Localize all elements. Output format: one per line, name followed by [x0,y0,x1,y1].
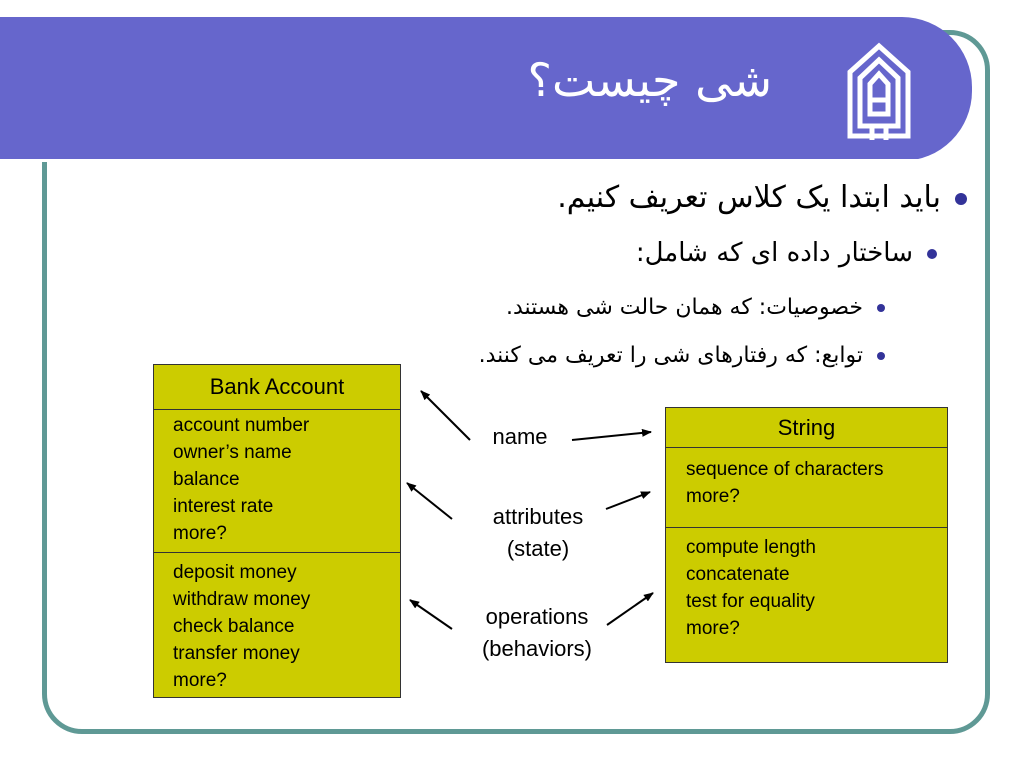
operation-item: deposit money [173,562,297,583]
bullet-text: باید ابتدا یک کلاس تعریف کنیم. [557,180,941,215]
attribute-item: interest rate [173,496,274,517]
bullet-text: توابع: که رفتارهای شی را تعریف می کنند. [478,343,863,368]
arrow-name-to-string [572,432,651,440]
name-label-text: name [492,424,548,449]
attribute-item: more? [686,486,740,507]
attributes-label-line2: (state) [506,536,570,561]
operation-item: test for equality [686,591,815,612]
bank-account-class-name: Bank Account [154,365,400,410]
arrow-attributes-to-string [606,492,650,509]
attribute-item: more? [173,523,227,544]
slide-title: شی چیست؟ [527,53,772,107]
operations-label-line2: (behaviors) [481,636,593,661]
arrow-operations-to-bank [410,600,452,629]
operation-item: transfer money [173,643,300,664]
arrow-operations-to-string [607,593,653,625]
operation-item: compute length [686,537,816,558]
attributes-label-line1: attributes [492,504,584,529]
arrow-attributes-to-bank [407,483,452,519]
attribute-item: sequence of characters [686,459,884,480]
operation-item: check balance [173,616,295,637]
string-class-name: String [666,408,947,448]
operation-item: more? [686,618,740,639]
arrow-name-to-bank [421,391,470,440]
attribute-item: account number [173,415,310,436]
bullet-text: خصوصیات: که همان حالت شی هستند. [505,295,863,320]
attribute-item: balance [173,469,240,490]
operations-label-line1: operations [485,604,589,629]
bullet-text: ساختار داده ای که شامل: [635,238,913,268]
attribute-item: owner’s name [173,442,292,463]
operation-item: more? [173,670,227,691]
operation-item: withdraw money [173,589,311,610]
operation-item: concatenate [686,564,790,585]
